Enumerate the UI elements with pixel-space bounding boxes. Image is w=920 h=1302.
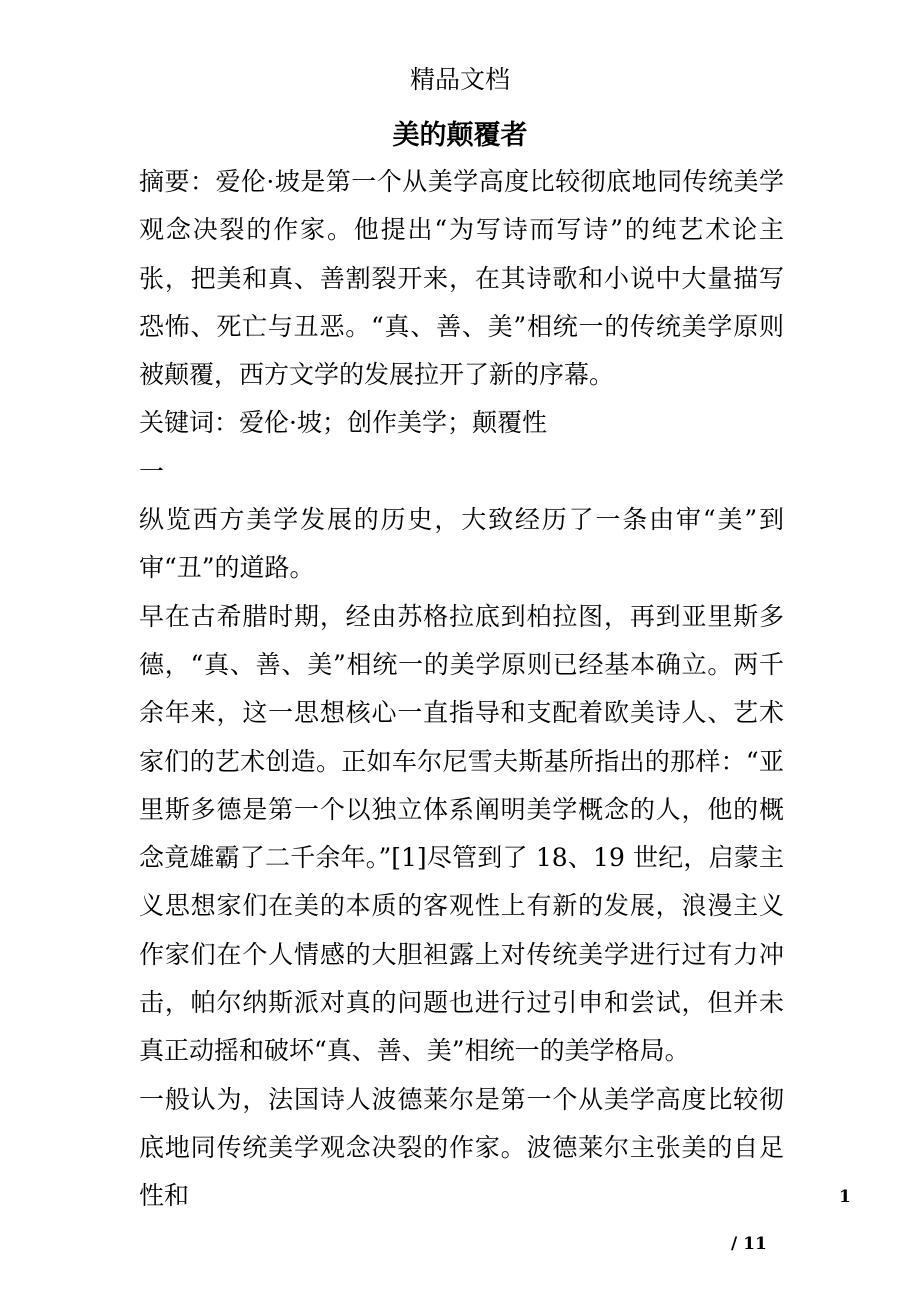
page-number: 1 <box>839 1187 851 1207</box>
page-header: 精品文档 <box>409 65 510 94</box>
body-paragraph: 一般认为，法国诗人波德莱尔是第一个从美学高度比较彻底地同传统美学观念决裂的作家。波德莱尔主张美的自足性和 <box>139 1084 784 1211</box>
section-heading: 一 <box>139 456 165 486</box>
body-paragraph: 纵览西方美学发展的历史，大致经历了一条由审“美”到审“丑”的道路。 <box>139 505 784 583</box>
document-body <box>139 158 784 1221</box>
keywords-paragraph: 关键词：爱伦·坡；创作美学；颠覆性 <box>139 408 547 438</box>
abstract-paragraph: 摘要：爱伦·坡是第一个从美学高度比较彻底地同传统美学观念决裂的作家。他提出“为写诗而写诗”的纯艺术论主张，把美和真、善割裂开来，在其诗歌和小说中大量描写恐怖、死亡与丑恶。“真、善、美”相统一的传统美学原则被颠覆，西方文学的发展拉开了新的序幕。 <box>139 167 784 390</box>
page-total: / 11 <box>731 1234 767 1254</box>
document-title: 美的颠覆者 <box>392 120 528 151</box>
body-paragraph: 早在古希腊时期，经由苏格拉底到柏拉图，再到亚里斯多德，“真、善、美”相统一的美学原则已经基本确立。两千余年来，这一思想核心一直指导和支配着欧美诗人、艺术家们的艺术创造。正如车尔尼雪夫斯基所指出的那样：“亚里斯多德是第一个以独立体系阐明美学概念的人，他的概念竟雄霸了二千余年。”[1]尽管到了 18、19 世纪，启蒙主义思想家们在美的本质的客观性上有新的发展，浪漫主义作家们在个人情感的大胆袒露上对传统美学进行过有力冲击，帕尔纳斯派对真的问题也进行过引申和尝试，但并未真正动摇和破坏“真、善、美”相统一的美学格局。 <box>139 601 784 1066</box>
